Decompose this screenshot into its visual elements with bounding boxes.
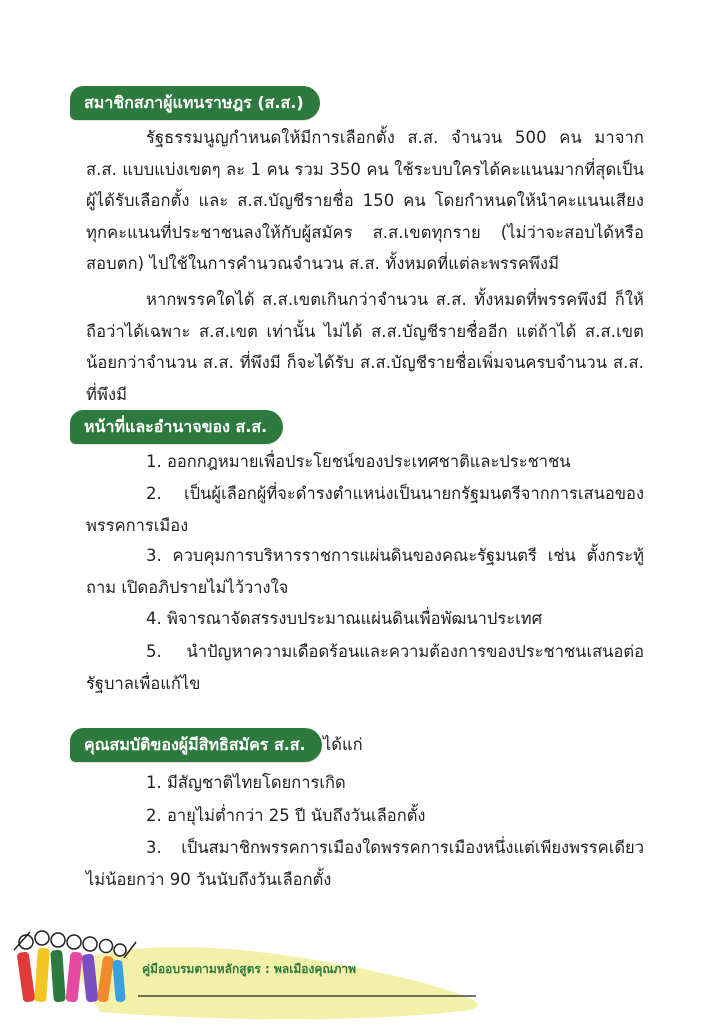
qualification-item-2: 2. อายุไม่ต่ำกว่า 25 ปี นับถึงวันเลือกตั้ง <box>146 806 426 825</box>
footer <box>0 912 716 1024</box>
qualification-item-3: 3. เป็นสมาชิกพรรคการเมืองใดพรรคการเมืองหนึ่งแต่เพียงพรรคเดียว ไม่น้อยกว่า 90 วันนับถึงวันเลือกตั้ง <box>86 838 644 889</box>
qualification-item-1: 1. มีสัญชาติไทยโดยการเกิด <box>146 773 346 792</box>
footer-yellow-swoosh <box>70 947 478 1019</box>
mp-paragraph-2: หากพรรคใดได้ ส.ส.เขตเกินกว่าจำนวน ส.ส. ทั้งหมดที่พรรคพึงมี ก็ให้ถือว่าได้เฉพาะ ส.ส.เขต เท่านั้น ไม่ได้ ส.ส.บัญชีรายชื่ออีก แต่ถ้าได้ ส.ส.เขตน้อยกว่าจำนวน ส.ส. ที่พึงมี ก็จะได้รับ ส.ส.บัญชีรายชื่อเพิ่มจนครบจำนวน ส.ส. ที่พึงมี <box>86 290 644 404</box>
footer-decoration <box>0 912 716 1024</box>
duty-item-1: 1. ออกกฎหมายเพื่อประโยชน์ของประเทศชาติและประชาชน <box>146 452 571 471</box>
section-heading-duties: หน้าที่และอำนาจของ ส.ส. <box>70 410 283 444</box>
duty-item-2: 2. เป็นผู้เลือกผู้ที่จะดำรงตำแหน่งเป็นนายกรัฐมนตรีจากการเสนอของพรรคการเมือง <box>86 484 644 535</box>
footer-title: คู่มืออบรมตามหลักสูตร : พลเมืองคุณภาพ <box>142 962 357 976</box>
duty-item-4: 4. พิจารณาจัดสรรงบประมาณแผ่นดินเพื่อพัฒนาประเทศ <box>146 609 543 628</box>
duty-item-5: 5. นำปัญหาความเดือดร้อนและความต้องการของประชาชนเสนอต่อรัฐบาลเพื่อแก้ไข <box>86 642 644 693</box>
people-illustration-icon <box>14 931 136 1003</box>
section-heading-qualifications: คุณสมบัติของผู้มีสิทธิสมัคร ส.ส. <box>70 728 322 762</box>
section-heading-mp: สมาชิกสภาผู้แทนราษฎร (ส.ส.) <box>70 86 320 120</box>
duty-item-3: 3. ควบคุมการบริหารราชการแผ่นดินของคณะรัฐมนตรี เช่น ตั้งกระทู้ถาม เปิดอภิปรายไม่ไว้วางใจ <box>86 546 644 597</box>
mp-paragraph-1: รัฐธรรมนูญกำหนดให้มีการเลือกตั้ง ส.ส. จำนวน 500 คน มาจาก ส.ส. แบบแบ่งเขตๆ ละ 1 คน รวม 350 คน ใช้ระบบใครได้คะแนนมากที่สุดเป็นผู้ได้รับเลือกตั้ง และ ส.ส.บัญชีรายชื่อ 150 คน โดยกำหนดให้นำคะแนนเสียงทุกคะแนนที่ประชาชนลงให้กับผู้สมัคร ส.ส.เขตทุกราย (ไม่ว่าจะสอบได้หรือสอบตก) ไปใช้ในการคำนวณจำนวน ส.ส. ทั้งหมดที่แต่ละพรรคพึงมี <box>86 128 644 273</box>
qualifications-heading-suffix: ได้แก่ <box>323 735 363 754</box>
